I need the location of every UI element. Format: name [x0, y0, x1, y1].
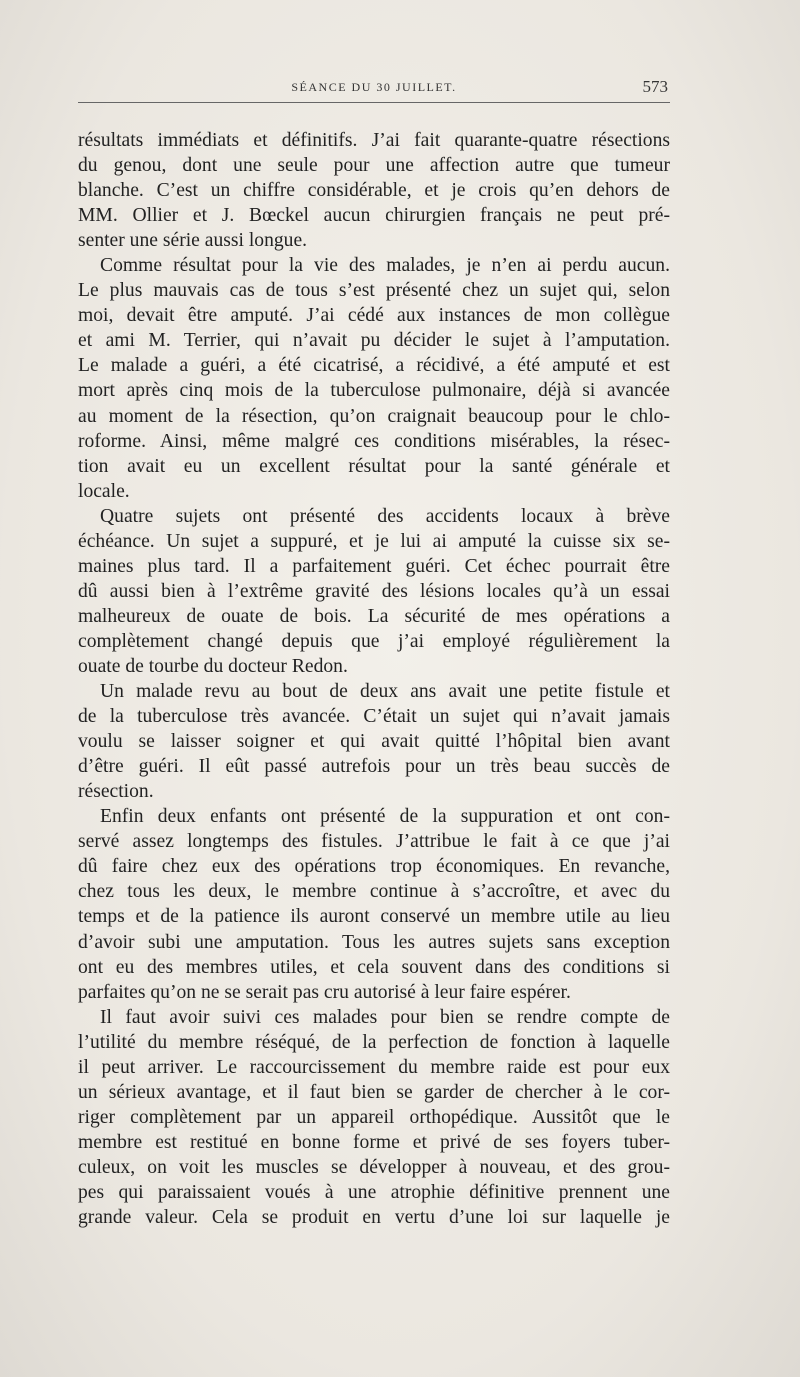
text-line: il peut arriver. Le raccourcissement du membre raide est pour eux [78, 1056, 670, 1078]
text-line: moi, devait être amputé. J’ai cédé aux instances de mon collègue [78, 305, 670, 327]
text-line: Comme résultat pour la vie des malades, je n’en ai perdu aucun. [100, 255, 670, 277]
text-line: résultats immédiats et définitifs. J’ai fait quarante-quatre résections [78, 130, 670, 151]
text-line: ont eu des membres utiles, et cela souvent dans des conditions si [78, 956, 670, 978]
text-line: grande valeur. Cela se produit en vertu d’une loi sur laquelle je [78, 1207, 670, 1229]
text-line: temps et de la patience ils auront conservé un membre utile au lieu [78, 906, 670, 928]
body-text [78, 128, 670, 1230]
page-header [78, 77, 670, 103]
text-line: du genou, dont une seule pour une affection autre que tumeur [78, 155, 670, 177]
text-line: l’utilité du membre réséqué, de la perfection de fonction à laquelle [78, 1031, 670, 1053]
text-line: de la tuberculose très avancée. C’était un sujet qui n’avait jamais [78, 706, 670, 728]
text-line: résection. [78, 781, 154, 803]
text-line: d’avoir subi une amputation. Tous les autres sujets sans exception [78, 931, 670, 953]
text-line: dû faire chez eux des opérations trop économiques. En revanche, [78, 856, 670, 878]
text-line: au moment de la résection, qu’on craignait beaucoup pour le chlo- [78, 405, 670, 427]
text-line: tion avait eu un excellent résultat pour la santé générale et [78, 455, 670, 477]
page-number: 573 [642, 77, 668, 96]
text-line: servé assez longtemps des fistules. J’attribue le fait à ce que j’ai [78, 831, 670, 853]
text-line: mort après cinq mois de la tuberculose pulmonaire, déjà si avancée [78, 380, 670, 402]
text-line: riger complètement par un appareil orthopédique. Aussitôt que le [78, 1106, 670, 1128]
text-line: MM. Ollier et J. Bœckel aucun chirurgien français ne peut pré- [78, 205, 670, 227]
text-line: Il faut avoir suivi ces malades pour bien se rendre compte de [100, 1006, 670, 1028]
text-line: d’être guéri. Il eût passé autrefois pour un très beau succès de [78, 756, 670, 778]
text-line: senter une série aussi longue. [78, 230, 308, 252]
text-line: ouate de tourbe du docteur Redon. [78, 655, 348, 677]
text-line: Le plus mauvais cas de tous s’est présenté chez un sujet qui, selon [78, 280, 670, 302]
text-line: dû aussi bien à l’extrême gravité des lésions locales qu’à un essai [78, 580, 670, 602]
text-line: et ami M. Terrier, qui n’avait pu décider le sujet à l’amputation. [78, 330, 670, 352]
text-line: échéance. Un sujet a suppuré, et je lui ai amputé la cuisse six se- [78, 530, 670, 552]
text-line: culeux, on voit les muscles se développer à nouveau, et des grou- [78, 1156, 670, 1178]
text-line: voulu se laisser soigner et qui avait quitté l’hôpital bien avant [78, 731, 670, 753]
text-line: Quatre sujets ont présenté des accidents locaux à brève [100, 505, 670, 527]
text-line: complètement changé depuis que j’ai employé régulièrement la [78, 630, 670, 652]
text-line: malheureux de ouate de bois. La sécurité de mes opérations a [78, 605, 670, 627]
text-line: pes qui paraissaient voués à une atrophie définitive prennent une [78, 1181, 670, 1203]
text-line: Le malade a guéri, a été cicatrisé, a récidivé, a été amputé et est [78, 355, 670, 377]
text-line: parfaites qu’on ne se serait pas cru autorisé à leur faire espérer. [78, 981, 571, 1003]
text-line: Enfin deux enfants ont présenté de la suppuration et ont con- [100, 806, 670, 828]
text-line: chez tous les deux, le membre continue à s’accroître, et avec du [78, 881, 670, 903]
text-line: membre est restitué en bonne forme et privé de ses foyers tuber- [78, 1131, 670, 1153]
running-title: SÉANCE DU 30 JUILLET. [291, 80, 457, 94]
text-line: un sérieux avantage, et il faut bien se garder de chercher à le cor- [78, 1081, 670, 1103]
text-line: locale. [78, 480, 130, 502]
text-line: blanche. C’est un chiffre considérable, et je crois qu’en dehors de [78, 180, 670, 202]
text-line: maines plus tard. Il a parfaitement guéri. Cet échec pourrait être [78, 555, 670, 577]
text-line: Un malade revu au bout de deux ans avait une petite fistule et [100, 681, 670, 703]
text-line: roforme. Ainsi, même malgré ces conditions misérables, la résec- [78, 430, 670, 452]
